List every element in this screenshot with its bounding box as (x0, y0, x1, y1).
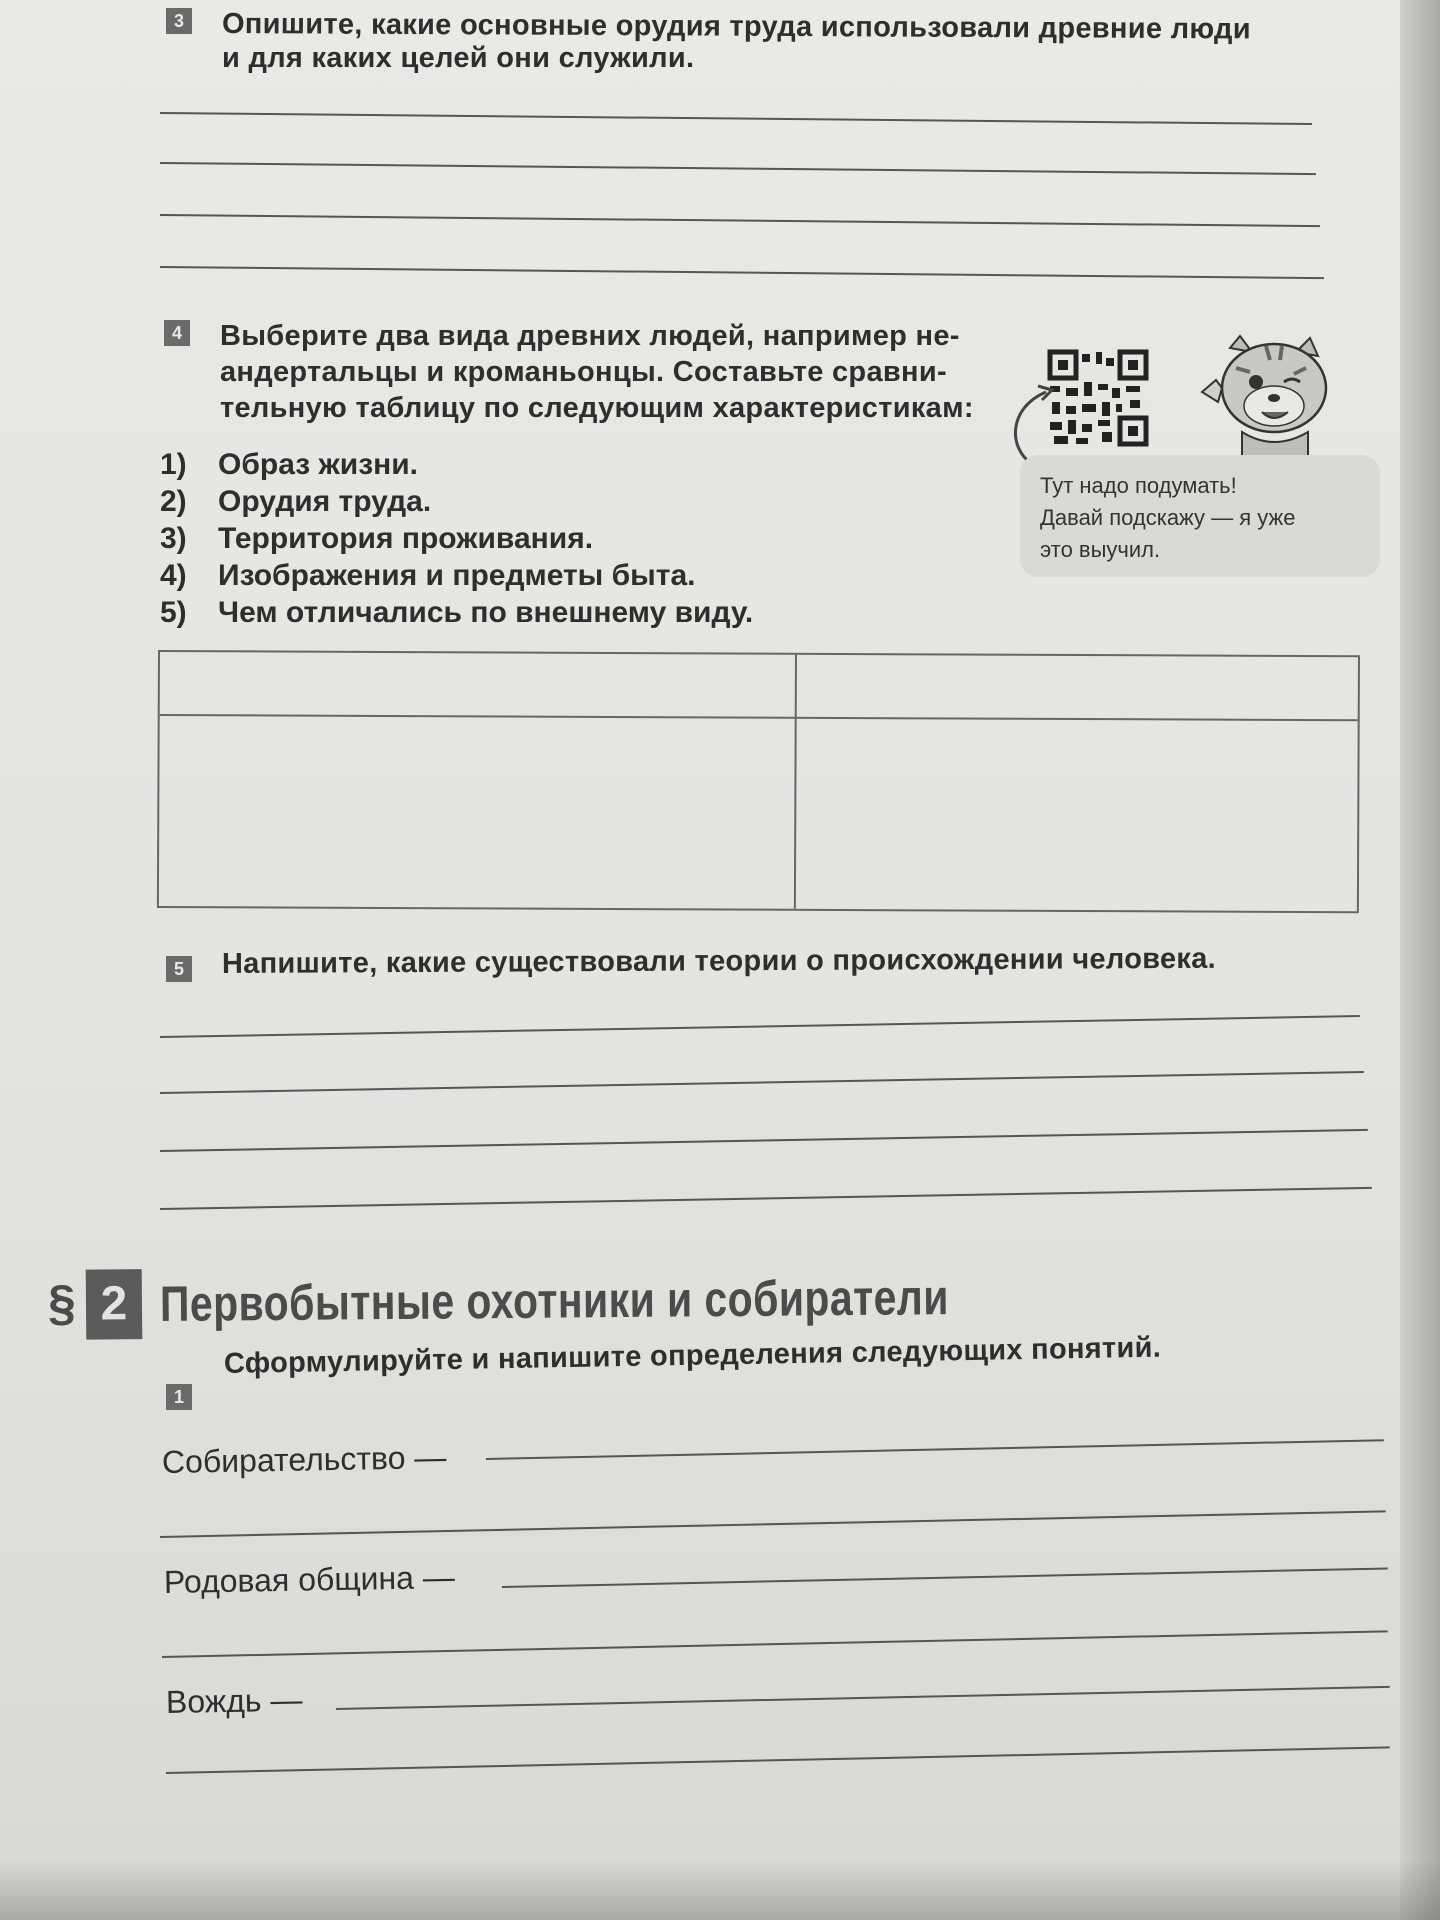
list-item (160, 522, 593, 556)
answer-line[interactable] (160, 112, 1312, 125)
section-heading (47, 1266, 950, 1346)
task-4-text-line3: тельную таблицу по следующим характеристикам: (220, 392, 974, 424)
answer-line[interactable] (160, 214, 1320, 227)
list-item (160, 485, 431, 519)
table-cell[interactable] (160, 652, 794, 717)
list-item-label: Изображения и предметы быта. (218, 559, 696, 592)
term-gathering: Собирательство — (161, 1439, 447, 1480)
list-item (160, 596, 753, 630)
section-number: 2 (86, 1269, 143, 1339)
answer-line[interactable] (160, 1015, 1360, 1038)
list-item-number: 1) (160, 448, 187, 481)
answer-line[interactable] (160, 1187, 1372, 1210)
list-item-number: 3) (160, 522, 187, 555)
tip-line: Давай подскажу — я уже (1040, 505, 1296, 530)
table-cell[interactable] (159, 716, 794, 909)
task-number-1: 1 (166, 1384, 192, 1410)
section-title: Первобытные охотники и собиратели (159, 1269, 950, 1333)
answer-line[interactable] (160, 1129, 1368, 1152)
answer-line[interactable] (160, 1510, 1386, 1538)
list-item-label: Чем отличались по внешнему виду. (218, 596, 754, 629)
list-item-number: 4) (160, 559, 187, 592)
list-item-label: Образ жизни. (218, 448, 419, 481)
term-chief: Вождь — (165, 1681, 303, 1720)
page-bottom-shadow (0, 1860, 1440, 1920)
table-cell[interactable] (797, 655, 1358, 719)
answer-line[interactable] (160, 162, 1316, 175)
list-item-label: Территория проживания. (218, 522, 594, 555)
answer-line[interactable] (166, 1746, 1390, 1774)
task-5-text: Напишите, какие существовали теории о происхождении человека. (221, 942, 1217, 980)
answer-line[interactable] (160, 1071, 1364, 1094)
section-task-1-text: Сформулируйте и напишите определения следующих понятий. (223, 1331, 1162, 1380)
task-3-text-line1: Опишите, какие основные орудия труда использовали древние люди (221, 8, 1252, 46)
tip-text (1040, 470, 1370, 566)
list-item (160, 559, 696, 593)
answer-line[interactable] (502, 1567, 1388, 1588)
answer-line[interactable] (486, 1439, 1384, 1460)
comparison-table (157, 650, 1360, 913)
task-4-text-line2: андертальцы и кроманьонцы. Составьте сравни- (220, 356, 947, 388)
tip-line: Тут надо подумать! (1040, 473, 1237, 498)
list-item (160, 448, 418, 482)
tiger-mascot-icon (1196, 332, 1338, 456)
table-cell[interactable] (796, 719, 1358, 911)
task-number-4: 4 (164, 320, 190, 346)
term-clan-community: Родовая община — (163, 1558, 456, 1600)
section-symbol: § (47, 1274, 77, 1331)
list-item-number: 2) (160, 485, 187, 518)
answer-line[interactable] (336, 1686, 1390, 1710)
page-edge-shadow (1400, 0, 1440, 1920)
list-item-number: 5) (160, 596, 187, 629)
answer-line[interactable] (162, 1630, 1388, 1658)
list-item-label: Орудия труда. (218, 485, 432, 518)
task-3-text-line2: и для каких целей они служили. (222, 42, 695, 74)
tip-line: это выучил. (1040, 537, 1161, 562)
task-4-text-line1: Выберите два вида древних людей, например не- (220, 320, 960, 352)
answer-line[interactable] (160, 266, 1324, 279)
task-number-5: 5 (166, 956, 192, 982)
task-number-3: 3 (166, 8, 192, 34)
